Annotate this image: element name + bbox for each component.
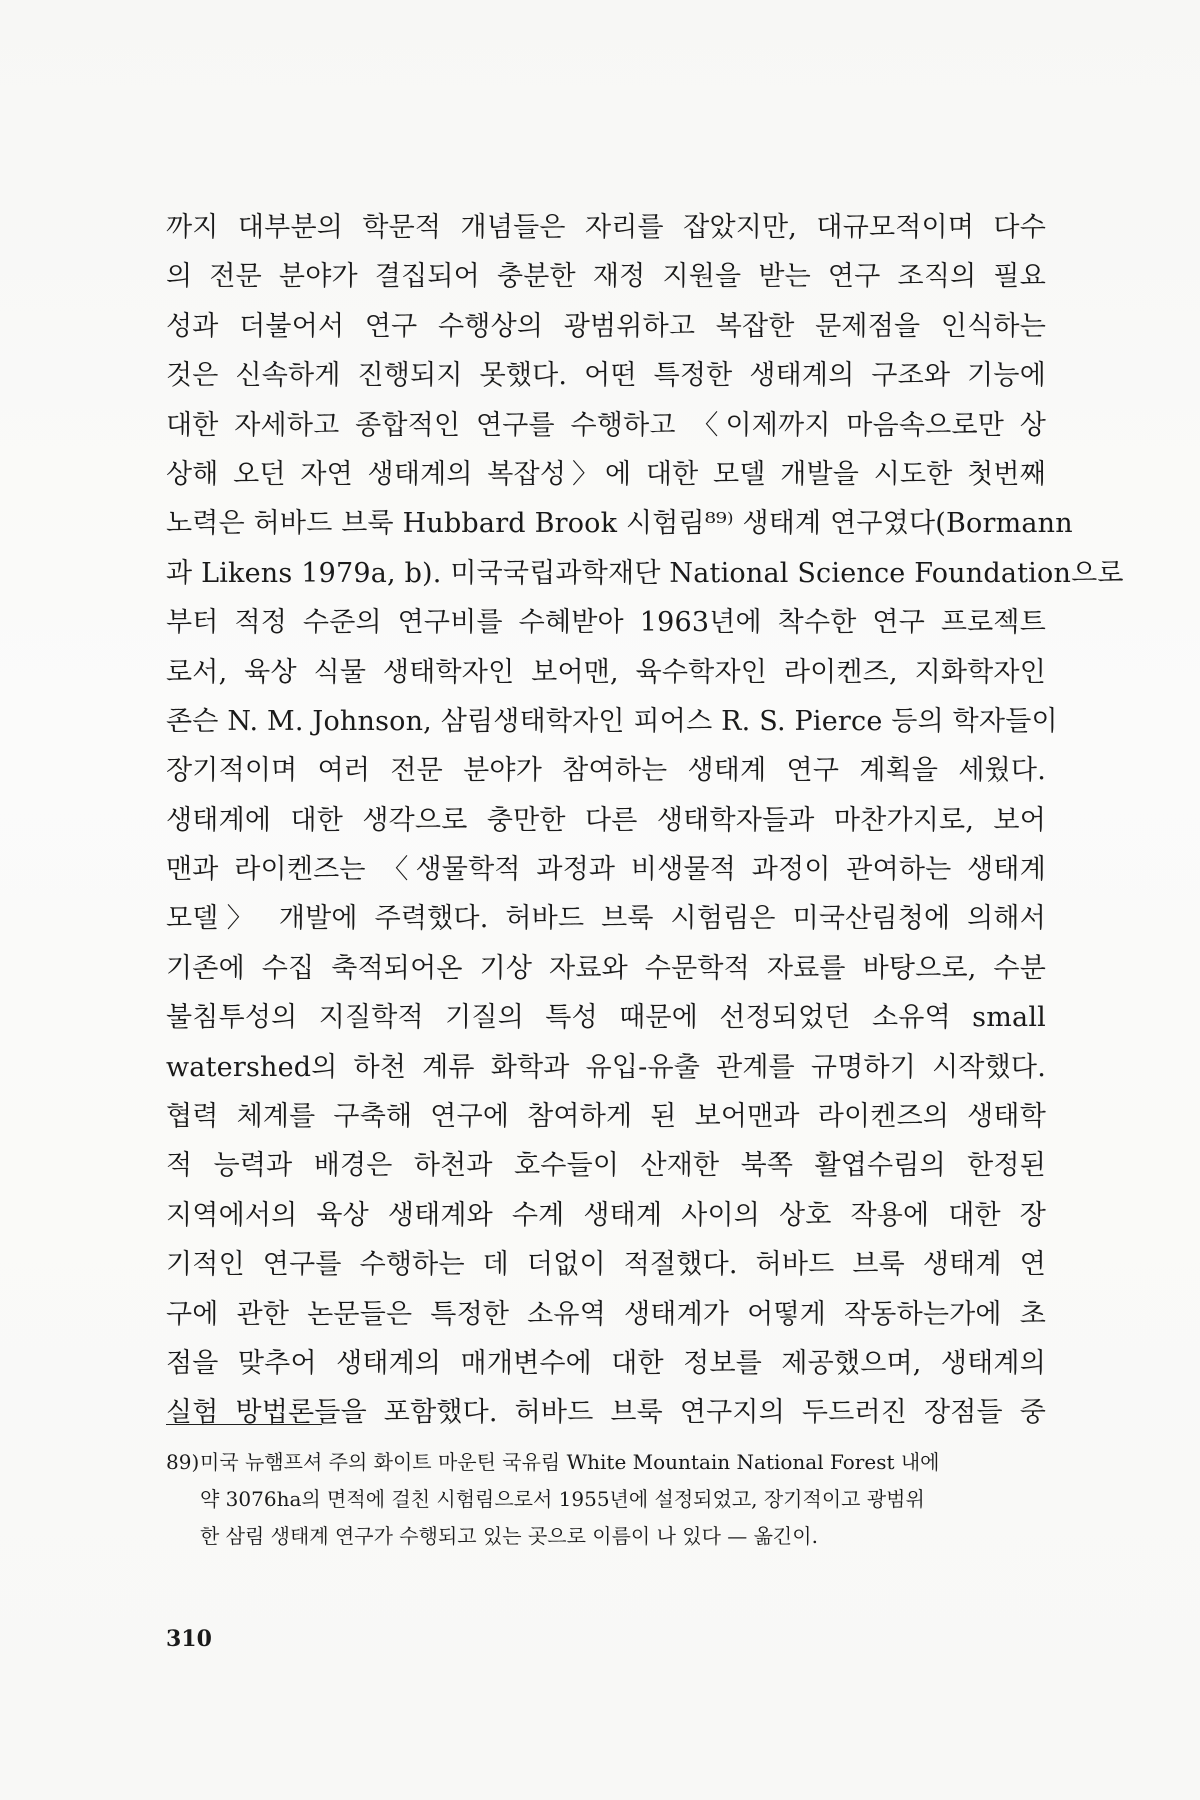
text-line: 기존에 수집 축적되어온 기상 자료와 수문학적 자료를 바탕으로, 수분: [166, 952, 1046, 984]
text-line: 과 Likens 1979a, b). 미국국립과학재단 National Science Foundation으로: [166, 557, 1124, 589]
footnote-line: [166, 1444, 1046, 1481]
body-text: [166, 203, 1124, 1438]
text-line: 불침투성의 지질학적 기질의 특성 때문에 선정되었던 소유역 small: [166, 1002, 1046, 1034]
text-line: 실험 방법론들을 포함했다. 허바드 브룩 연구지의 두드러진 장점들 중: [166, 1397, 1046, 1429]
text-line: 구에 관한 논문들은 특정한 소유역 생태계가 어떻게 작동하는가에 초: [166, 1298, 1046, 1330]
footnote-number: 89): [166, 1450, 200, 1474]
text-line: 노력은 허바드 브룩 Hubbard Brook 시험림⁸⁹⁾ 생태계 연구였다(Bormann: [166, 508, 1073, 540]
page-number: 310: [166, 1626, 212, 1652]
text-line: 대한 자세하고 종합적인 연구를 수행하고 〈이제까지 마음속으로만 상: [166, 409, 1046, 441]
text-line: 까지 대부분의 학문적 개념들은 자리를 잡았지만, 대규모적이며 다수: [166, 212, 1046, 243]
text-line: 부터 적정 수준의 연구비를 수혜받아 1963년에 착수한 연구 프로젝트: [166, 607, 1046, 639]
text-line: watershed의 하천 계류 화학과 유입-유출 관계를 규명하기 시작했다.: [166, 1051, 1046, 1083]
text-line: 맨과 라이켄즈는 〈생물학적 과정과 비생물적 과정이 관여하는 생태계: [166, 854, 1046, 886]
text-line: 모델〉 개발에 주력했다. 허바드 브룩 시험림은 미국산림청에 의해서: [166, 903, 1046, 935]
text-line: 지역에서의 육상 생태계와 수계 생태계 사이의 상호 작용에 대한 장: [166, 1199, 1046, 1231]
text-line: 의 전문 분야가 결집되어 충분한 재정 지원을 받는 연구 조직의 필요: [166, 261, 1046, 293]
footnote-divider: [166, 1424, 322, 1425]
text-line: 생태계에 대한 생각으로 충만한 다른 생태학자들과 마찬가지로, 보어: [166, 804, 1046, 836]
text-line: 것은 신속하게 진행되지 못했다. 어떤 특정한 생태계의 구조와 기능에: [166, 360, 1046, 392]
text-line: 상해 오던 자연 생태계의 복잡성〉에 대한 모델 개발을 시도한 첫번째: [166, 458, 1046, 490]
footnote-line: 약 3076ha의 면적에 걸친 시험림으로서 1955년에 설정되었고, 장기적이고 광범위: [200, 1487, 925, 1511]
footnote: [166, 1444, 1046, 1555]
text-line: 성과 더불어서 연구 수행상의 광범위하고 복잡한 문제점을 인식하는: [166, 310, 1046, 342]
footnote-line: 한 삼림 생태계 연구가 수행되고 있는 곳으로 이름이 나 있다 — 옮긴이.: [200, 1524, 818, 1548]
text-line: 존슨 N. M. Johnson, 삼림생태학자인 피어스 R. S. Pierce 등의 학자들이: [166, 705, 1058, 737]
text-line: 장기적이며 여러 전문 분야가 참여하는 생태계 연구 계획을 세웠다.: [166, 755, 1046, 787]
text-line: 점을 맞추어 생태계의 매개변수에 대한 정보를 제공했으며, 생태계의: [166, 1347, 1046, 1379]
text-line: 기적인 연구를 수행하는 데 더없이 적절했다. 허바드 브룩 생태계 연: [166, 1249, 1046, 1281]
text-line: 적 능력과 배경은 하천과 호수들이 산재한 북쪽 활엽수림의 한정된: [166, 1150, 1046, 1182]
text-line: 로서, 육상 식물 생태학자인 보어맨, 육수학자인 라이켄즈, 지화학자인: [166, 656, 1046, 688]
text-line: 협력 체계를 구축해 연구에 참여하게 된 보어맨과 라이켄즈의 생태학: [166, 1101, 1046, 1133]
footnote-text: 미국 뉴햄프셔 주의 화이트 마운틴 국유림 White Mountain National Forest 내에: [200, 1450, 940, 1474]
